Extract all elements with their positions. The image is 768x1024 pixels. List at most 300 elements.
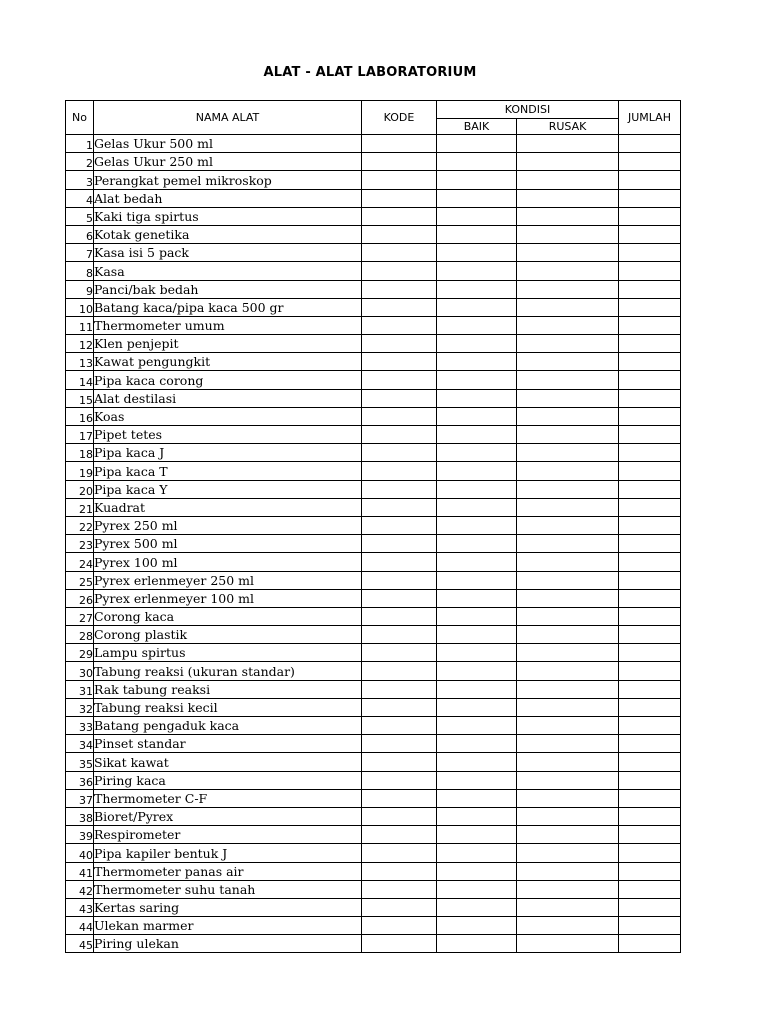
- item-name: Thermometer panas air: [94, 862, 362, 880]
- rusak-cell: [517, 698, 619, 716]
- table-row: [66, 480, 681, 498]
- row-number: 40: [66, 844, 94, 862]
- jumlah-cell: [619, 698, 681, 716]
- row-number: 26: [66, 589, 94, 607]
- baik-cell: [437, 189, 517, 207]
- item-name: Tabung reaksi kecil: [94, 698, 362, 716]
- jumlah-cell: [619, 626, 681, 644]
- rusak-cell: [517, 789, 619, 807]
- table-row: [66, 426, 681, 444]
- kode-cell: [362, 280, 437, 298]
- rusak-cell: [517, 589, 619, 607]
- baik-cell: [437, 571, 517, 589]
- kode-cell: [362, 844, 437, 862]
- rusak-cell: [517, 516, 619, 534]
- table-row: [66, 444, 681, 462]
- item-name: Kertas saring: [94, 898, 362, 916]
- kode-cell: [362, 516, 437, 534]
- jumlah-cell: [619, 298, 681, 316]
- row-number: 25: [66, 571, 94, 589]
- item-name: Corong kaca: [94, 607, 362, 625]
- baik-cell: [437, 171, 517, 189]
- rusak-cell: [517, 717, 619, 735]
- jumlah-cell: [619, 426, 681, 444]
- row-number: 6: [66, 225, 94, 243]
- table-row: [66, 189, 681, 207]
- baik-cell: [437, 535, 517, 553]
- table-row: [66, 462, 681, 480]
- table-row: [66, 826, 681, 844]
- row-number: 28: [66, 626, 94, 644]
- table-row: [66, 262, 681, 280]
- table-row: [66, 389, 681, 407]
- kode-cell: [362, 607, 437, 625]
- rusak-cell: [517, 171, 619, 189]
- kode-cell: [362, 771, 437, 789]
- jumlah-cell: [619, 407, 681, 425]
- row-number: 11: [66, 316, 94, 334]
- baik-cell: [437, 244, 517, 262]
- jumlah-cell: [619, 898, 681, 916]
- jumlah-cell: [619, 171, 681, 189]
- row-number: 3: [66, 171, 94, 189]
- table-row: [66, 407, 681, 425]
- item-name: Pipet tetes: [94, 426, 362, 444]
- baik-cell: [437, 444, 517, 462]
- jumlah-cell: [619, 662, 681, 680]
- row-number: 36: [66, 771, 94, 789]
- header-kondisi: KONDISI: [437, 101, 619, 119]
- baik-cell: [437, 280, 517, 298]
- kode-cell: [362, 553, 437, 571]
- baik-cell: [437, 407, 517, 425]
- baik-cell: [437, 880, 517, 898]
- baik-cell: [437, 516, 517, 534]
- row-number: 20: [66, 480, 94, 498]
- kode-cell: [362, 571, 437, 589]
- table-row: [66, 280, 681, 298]
- baik-cell: [437, 316, 517, 334]
- item-name: Kawat pengungkit: [94, 353, 362, 371]
- item-name: Alat bedah: [94, 189, 362, 207]
- table-row: [66, 789, 681, 807]
- jumlah-cell: [619, 607, 681, 625]
- jumlah-cell: [619, 189, 681, 207]
- table-row: [66, 371, 681, 389]
- jumlah-cell: [619, 498, 681, 516]
- item-name: Pipa kaca Y: [94, 480, 362, 498]
- table-row: [66, 298, 681, 316]
- table-row: [66, 535, 681, 553]
- row-number: 39: [66, 826, 94, 844]
- baik-cell: [437, 153, 517, 171]
- jumlah-cell: [619, 553, 681, 571]
- rusak-cell: [517, 626, 619, 644]
- table-row: [66, 807, 681, 825]
- item-name: Kasa: [94, 262, 362, 280]
- rusak-cell: [517, 898, 619, 916]
- rusak-cell: [517, 662, 619, 680]
- jumlah-cell: [619, 316, 681, 334]
- row-number: 10: [66, 298, 94, 316]
- item-name: Pipa kaca T: [94, 462, 362, 480]
- item-name: Pyrex 250 ml: [94, 516, 362, 534]
- row-number: 33: [66, 717, 94, 735]
- table-row: [66, 626, 681, 644]
- rusak-cell: [517, 935, 619, 953]
- item-name: Thermometer umum: [94, 316, 362, 334]
- kode-cell: [362, 244, 437, 262]
- table-row: [66, 607, 681, 625]
- kode-cell: [362, 807, 437, 825]
- page-title: ALAT - ALAT LABORATORIUM: [263, 65, 477, 80]
- table-row: [66, 498, 681, 516]
- rusak-cell: [517, 371, 619, 389]
- row-number: 43: [66, 898, 94, 916]
- row-number: 22: [66, 516, 94, 534]
- table-row: [66, 516, 681, 534]
- rusak-cell: [517, 280, 619, 298]
- table-row: [66, 589, 681, 607]
- rusak-cell: [517, 571, 619, 589]
- rusak-cell: [517, 607, 619, 625]
- table-row: [66, 207, 681, 225]
- row-number: 27: [66, 607, 94, 625]
- jumlah-cell: [619, 153, 681, 171]
- item-name: Kotak genetika: [94, 225, 362, 243]
- kode-cell: [362, 862, 437, 880]
- kode-cell: [362, 371, 437, 389]
- header-nama-alat: NAMA ALAT: [94, 101, 362, 135]
- rusak-cell: [517, 553, 619, 571]
- kode-cell: [362, 462, 437, 480]
- kode-cell: [362, 626, 437, 644]
- row-number: 14: [66, 371, 94, 389]
- rusak-cell: [517, 207, 619, 225]
- kode-cell: [362, 407, 437, 425]
- item-name: Pyrex erlenmeyer 250 ml: [94, 571, 362, 589]
- rusak-cell: [517, 862, 619, 880]
- jumlah-cell: [619, 789, 681, 807]
- item-name: Piring kaca: [94, 771, 362, 789]
- item-name: Batang kaca/pipa kaca 500 gr: [94, 298, 362, 316]
- item-name: Sikat kawat: [94, 753, 362, 771]
- kode-cell: [362, 698, 437, 716]
- jumlah-cell: [619, 880, 681, 898]
- rusak-cell: [517, 389, 619, 407]
- kode-cell: [362, 735, 437, 753]
- baik-cell: [437, 462, 517, 480]
- kode-cell: [362, 898, 437, 916]
- rusak-cell: [517, 753, 619, 771]
- jumlah-cell: [619, 516, 681, 534]
- baik-cell: [437, 753, 517, 771]
- item-name: Batang pengaduk kaca: [94, 717, 362, 735]
- rusak-cell: [517, 426, 619, 444]
- rusak-cell: [517, 844, 619, 862]
- kode-cell: [362, 426, 437, 444]
- row-number: 1: [66, 135, 94, 153]
- baik-cell: [437, 298, 517, 316]
- kode-cell: [362, 644, 437, 662]
- jumlah-cell: [619, 753, 681, 771]
- row-number: 30: [66, 662, 94, 680]
- rusak-cell: [517, 771, 619, 789]
- baik-cell: [437, 789, 517, 807]
- kode-cell: [362, 753, 437, 771]
- baik-cell: [437, 353, 517, 371]
- jumlah-cell: [619, 571, 681, 589]
- row-number: 44: [66, 917, 94, 935]
- baik-cell: [437, 135, 517, 153]
- rusak-cell: [517, 135, 619, 153]
- row-number: 13: [66, 353, 94, 371]
- kode-cell: [362, 189, 437, 207]
- rusak-cell: [517, 189, 619, 207]
- table-row: [66, 662, 681, 680]
- rusak-cell: [517, 680, 619, 698]
- rusak-cell: [517, 826, 619, 844]
- row-number: 38: [66, 807, 94, 825]
- item-name: Koas: [94, 407, 362, 425]
- baik-cell: [437, 335, 517, 353]
- item-name: Bioret/Pyrex: [94, 807, 362, 825]
- table-row: [66, 335, 681, 353]
- item-name: Alat destilasi: [94, 389, 362, 407]
- table-body: [66, 135, 681, 953]
- kode-cell: [362, 589, 437, 607]
- item-name: Klen penjepit: [94, 335, 362, 353]
- jumlah-cell: [619, 262, 681, 280]
- item-name: Corong plastik: [94, 626, 362, 644]
- baik-cell: [437, 389, 517, 407]
- row-number: 31: [66, 680, 94, 698]
- kode-cell: [362, 171, 437, 189]
- kode-cell: [362, 662, 437, 680]
- table-row: [66, 644, 681, 662]
- rusak-cell: [517, 153, 619, 171]
- baik-cell: [437, 771, 517, 789]
- rusak-cell: [517, 735, 619, 753]
- table-row: [66, 244, 681, 262]
- jumlah-cell: [619, 244, 681, 262]
- jumlah-cell: [619, 717, 681, 735]
- row-number: 2: [66, 153, 94, 171]
- kode-cell: [362, 917, 437, 935]
- item-name: Kaki tiga spirtus: [94, 207, 362, 225]
- baik-cell: [437, 225, 517, 243]
- table-row: [66, 553, 681, 571]
- jumlah-cell: [619, 644, 681, 662]
- item-name: Perangkat pemel mikroskop: [94, 171, 362, 189]
- baik-cell: [437, 844, 517, 862]
- header-no: No: [66, 101, 94, 135]
- row-number: 7: [66, 244, 94, 262]
- kode-cell: [362, 498, 437, 516]
- baik-cell: [437, 807, 517, 825]
- item-name: Thermometer C-F: [94, 789, 362, 807]
- table-row: [66, 735, 681, 753]
- baik-cell: [437, 589, 517, 607]
- rusak-cell: [517, 225, 619, 243]
- baik-cell: [437, 898, 517, 916]
- baik-cell: [437, 717, 517, 735]
- row-number: 4: [66, 189, 94, 207]
- baik-cell: [437, 207, 517, 225]
- row-number: 34: [66, 735, 94, 753]
- jumlah-cell: [619, 589, 681, 607]
- item-name: Gelas Ukur 250 ml: [94, 153, 362, 171]
- jumlah-cell: [619, 735, 681, 753]
- kode-cell: [362, 680, 437, 698]
- row-number: 16: [66, 407, 94, 425]
- baik-cell: [437, 262, 517, 280]
- item-name: Pipa kaca corong: [94, 371, 362, 389]
- kode-cell: [362, 444, 437, 462]
- kode-cell: [362, 789, 437, 807]
- baik-cell: [437, 862, 517, 880]
- baik-cell: [437, 644, 517, 662]
- item-name: Rak tabung reaksi: [94, 680, 362, 698]
- baik-cell: [437, 698, 517, 716]
- item-name: Kuadrat: [94, 498, 362, 516]
- item-name: Pipa kapiler bentuk J: [94, 844, 362, 862]
- baik-cell: [437, 662, 517, 680]
- row-number: 45: [66, 935, 94, 953]
- jumlah-cell: [619, 389, 681, 407]
- baik-cell: [437, 935, 517, 953]
- rusak-cell: [517, 353, 619, 371]
- item-name: Pyrex erlenmeyer 100 ml: [94, 589, 362, 607]
- rusak-cell: [517, 462, 619, 480]
- jumlah-cell: [619, 135, 681, 153]
- kode-cell: [362, 353, 437, 371]
- row-number: 42: [66, 880, 94, 898]
- table-row: [66, 771, 681, 789]
- kode-cell: [362, 935, 437, 953]
- row-number: 23: [66, 535, 94, 553]
- rusak-cell: [517, 244, 619, 262]
- inventory-table: [65, 100, 681, 953]
- table-row: [66, 171, 681, 189]
- rusak-cell: [517, 262, 619, 280]
- header-kode: KODE: [362, 101, 437, 135]
- table-row: [66, 316, 681, 334]
- row-number: 5: [66, 207, 94, 225]
- item-name: Pyrex 500 ml: [94, 535, 362, 553]
- row-number: 9: [66, 280, 94, 298]
- rusak-cell: [517, 480, 619, 498]
- jumlah-cell: [619, 480, 681, 498]
- kode-cell: [362, 153, 437, 171]
- baik-cell: [437, 826, 517, 844]
- item-name: Pinset standar: [94, 735, 362, 753]
- jumlah-cell: [619, 844, 681, 862]
- header-baik: BAIK: [437, 119, 517, 135]
- jumlah-cell: [619, 335, 681, 353]
- baik-cell: [437, 371, 517, 389]
- row-number: 8: [66, 262, 94, 280]
- table-row: [66, 898, 681, 916]
- kode-cell: [362, 335, 437, 353]
- jumlah-cell: [619, 280, 681, 298]
- baik-cell: [437, 680, 517, 698]
- row-number: 32: [66, 698, 94, 716]
- header-rusak: RUSAK: [517, 119, 619, 135]
- item-name: Kasa isi 5 pack: [94, 244, 362, 262]
- kode-cell: [362, 262, 437, 280]
- jumlah-cell: [619, 535, 681, 553]
- jumlah-cell: [619, 225, 681, 243]
- rusak-cell: [517, 407, 619, 425]
- baik-cell: [437, 607, 517, 625]
- jumlah-cell: [619, 462, 681, 480]
- jumlah-cell: [619, 444, 681, 462]
- rusak-cell: [517, 880, 619, 898]
- item-name: Ulekan marmer: [94, 917, 362, 935]
- kode-cell: [362, 826, 437, 844]
- kode-cell: [362, 535, 437, 553]
- baik-cell: [437, 498, 517, 516]
- item-name: Pipa kaca J: [94, 444, 362, 462]
- rusak-cell: [517, 498, 619, 516]
- jumlah-cell: [619, 353, 681, 371]
- item-name: Panci/bak bedah: [94, 280, 362, 298]
- table-row: [66, 698, 681, 716]
- item-name: Piring ulekan: [94, 935, 362, 953]
- baik-cell: [437, 735, 517, 753]
- jumlah-cell: [619, 371, 681, 389]
- kode-cell: [362, 717, 437, 735]
- row-number: 19: [66, 462, 94, 480]
- jumlah-cell: [619, 771, 681, 789]
- jumlah-cell: [619, 807, 681, 825]
- row-number: 17: [66, 426, 94, 444]
- table-row: [66, 717, 681, 735]
- kode-cell: [362, 880, 437, 898]
- kode-cell: [362, 480, 437, 498]
- kode-cell: [362, 389, 437, 407]
- item-name: Thermometer suhu tanah: [94, 880, 362, 898]
- header-jumlah: JUMLAH: [619, 101, 681, 135]
- table-row: [66, 935, 681, 953]
- kode-cell: [362, 225, 437, 243]
- row-number: 41: [66, 862, 94, 880]
- row-number: 12: [66, 335, 94, 353]
- baik-cell: [437, 626, 517, 644]
- jumlah-cell: [619, 917, 681, 935]
- kode-cell: [362, 316, 437, 334]
- table-row: [66, 880, 681, 898]
- kode-cell: [362, 298, 437, 316]
- table-row: [66, 862, 681, 880]
- rusak-cell: [517, 807, 619, 825]
- kode-cell: [362, 207, 437, 225]
- row-number: 37: [66, 789, 94, 807]
- jumlah-cell: [619, 207, 681, 225]
- row-number: 21: [66, 498, 94, 516]
- row-number: 18: [66, 444, 94, 462]
- baik-cell: [437, 553, 517, 571]
- table-row: [66, 153, 681, 171]
- rusak-cell: [517, 535, 619, 553]
- rusak-cell: [517, 444, 619, 462]
- rusak-cell: [517, 335, 619, 353]
- table-row: [66, 135, 681, 153]
- row-number: 29: [66, 644, 94, 662]
- row-number: 15: [66, 389, 94, 407]
- rusak-cell: [517, 316, 619, 334]
